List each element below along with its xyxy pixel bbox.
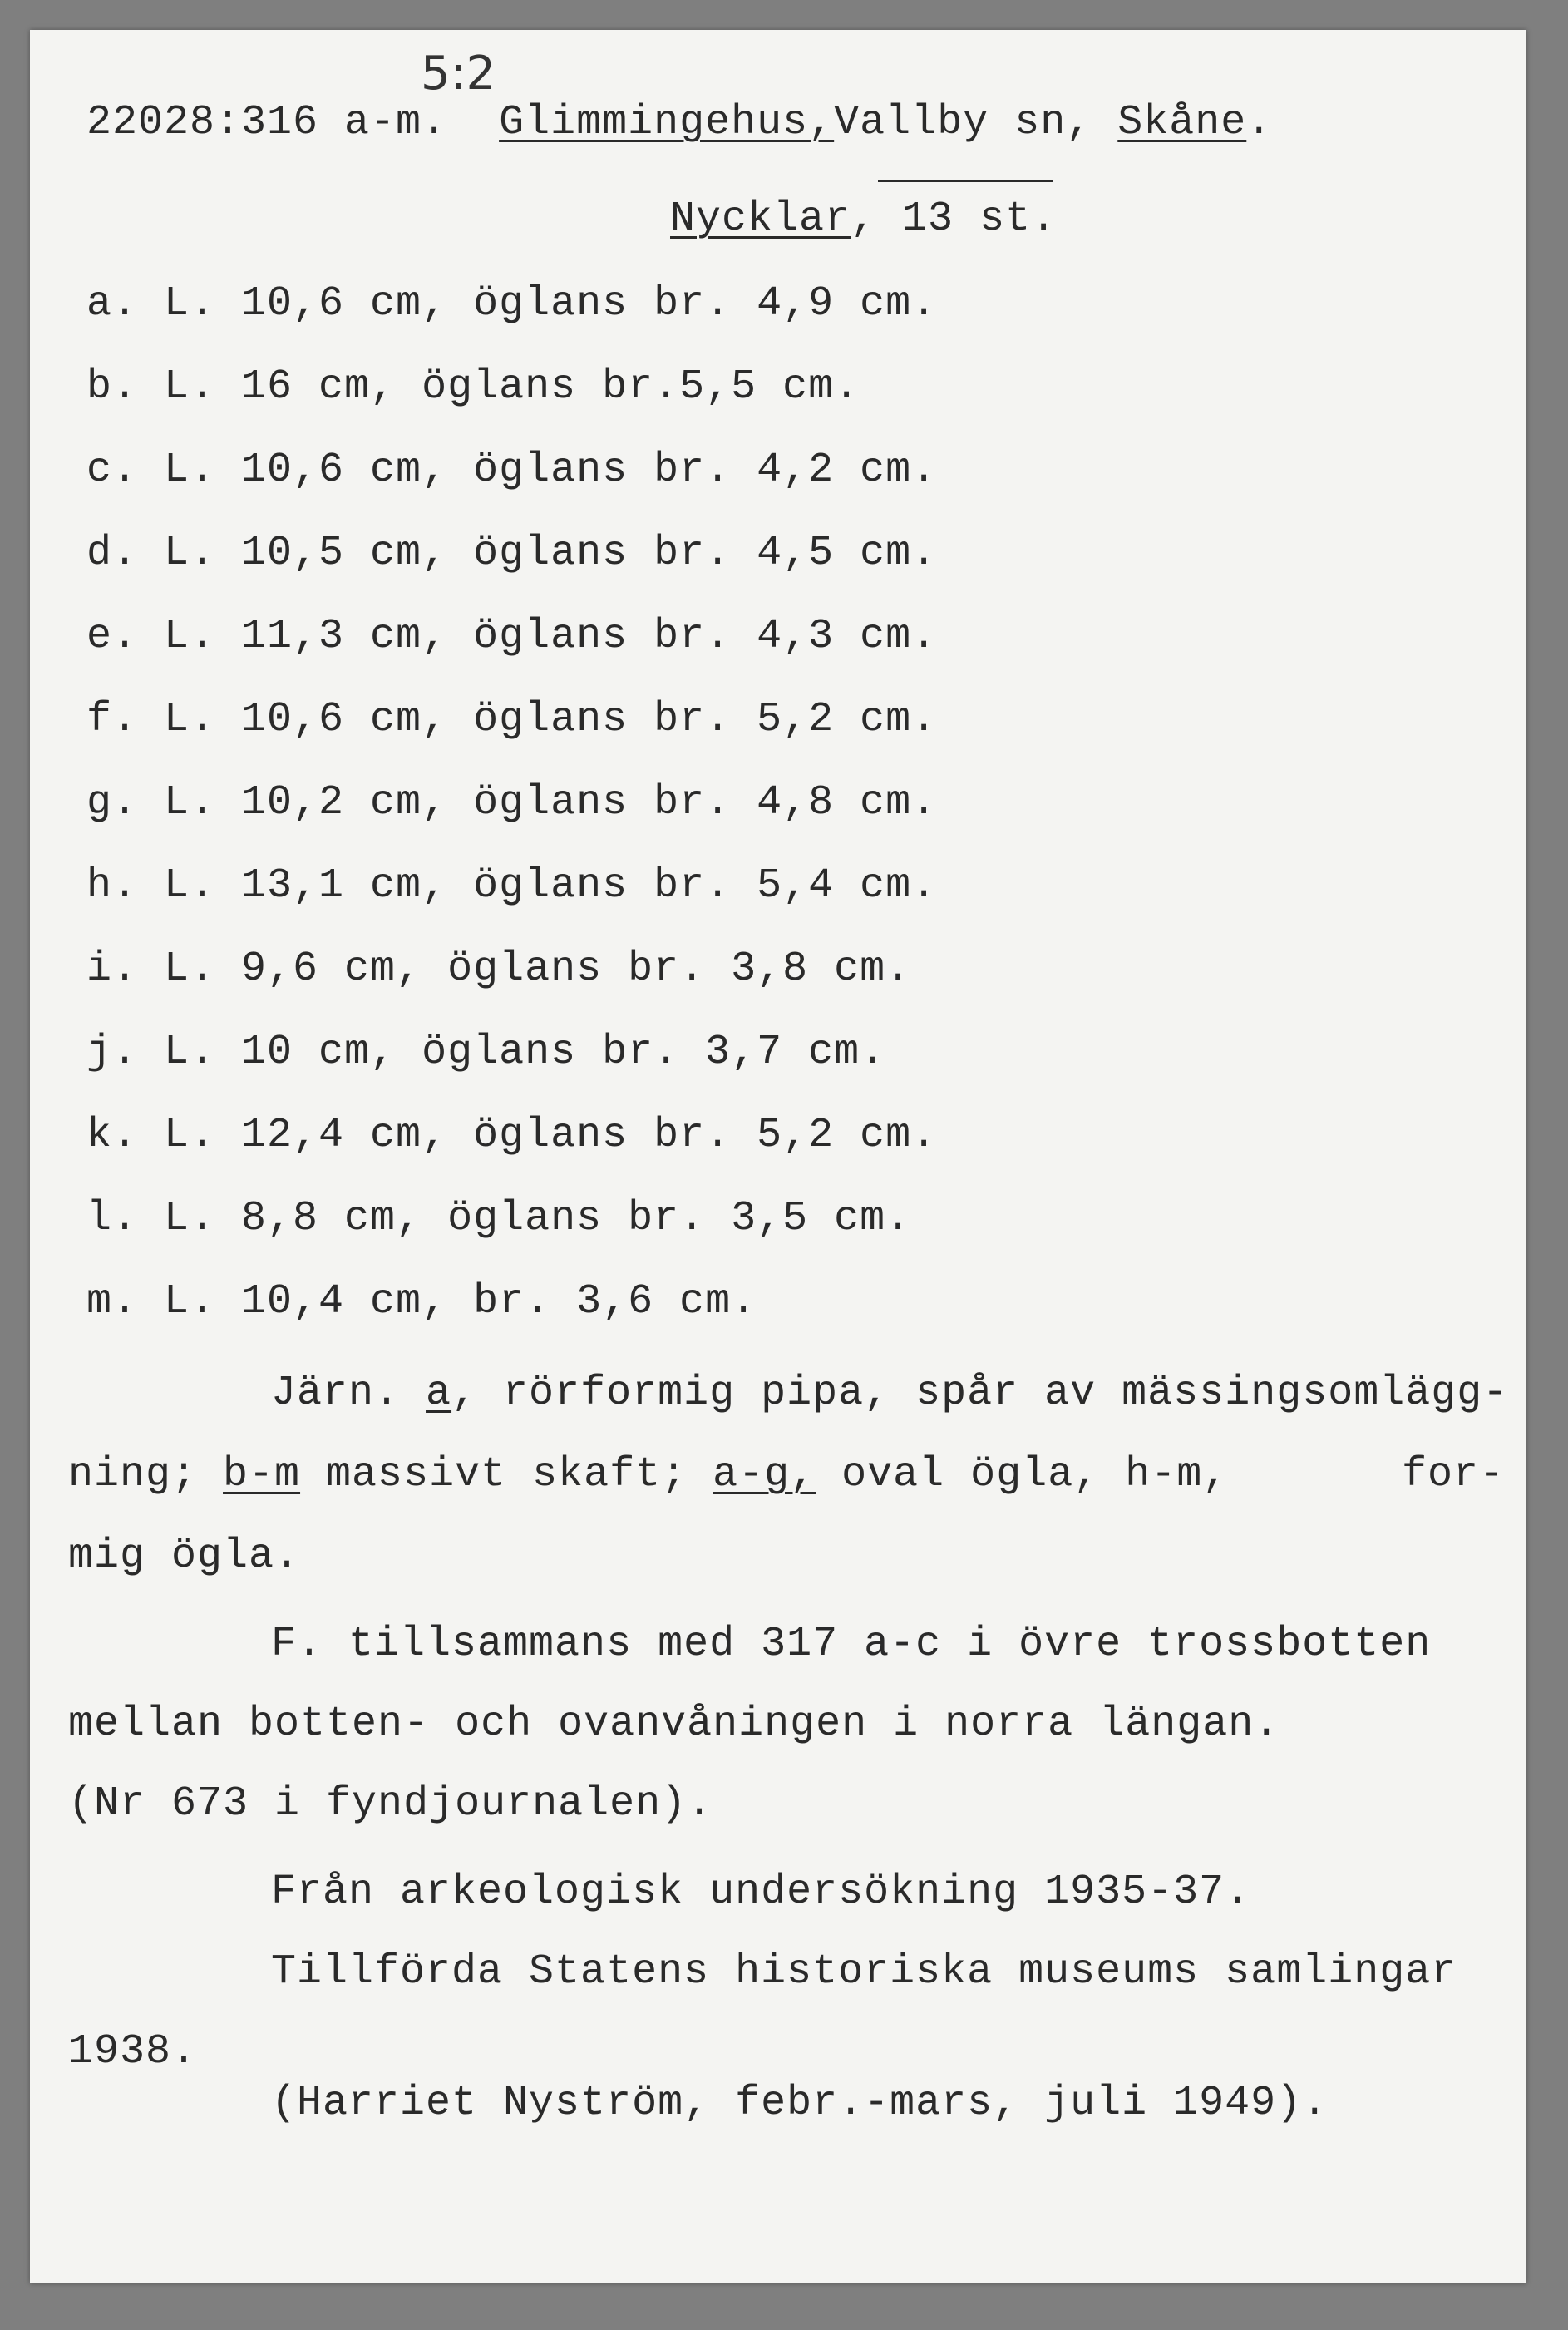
list-item: g. L. 10,2 cm, öglans br. 4,8 cm. [86, 779, 938, 827]
header-line: 22028:316 a-m. Glimmingehus,Vallby sn, Skåne. [86, 99, 1273, 146]
location-region: Skåne [1117, 99, 1247, 146]
find-line-2: mellan botten- och ovanvåningen i norra längan. [68, 1701, 1280, 1748]
find-line-3: (Nr 673 i fyndjournalen). [68, 1780, 713, 1828]
list-item: a. L. 10,6 cm, öglans br. 4,9 cm. [86, 280, 938, 328]
list-item: j. L. 10 cm, öglans br. 3,7 cm. [86, 1029, 886, 1076]
catalog-card [30, 30, 1526, 2283]
catalog-number: 22028:316 a-m. [86, 99, 448, 146]
list-item: i. L. 9,6 cm, öglans br. 3,8 cm. [86, 945, 912, 993]
description-line-2-end: for- [1402, 1451, 1506, 1498]
acquisition-line-2: 1938. [68, 2028, 198, 2076]
object-count: , 13 st. [851, 195, 1058, 243]
description-line-3: mig ögla. [68, 1533, 301, 1580]
parish-underline [878, 180, 1053, 182]
location-parish: Vallby sn, [834, 99, 1092, 146]
list-item: k. L. 12,4 cm, öglans br. 5,2 cm. [86, 1112, 938, 1159]
description-line-2: ning; b-m massivt skaft; a-g, oval ögla, h-m, [68, 1451, 1229, 1498]
list-item: f. L. 10,6 cm, öglans br. 5,2 cm. [86, 696, 938, 743]
description-line-1: Järn. a, rörformig pipa, spår av mässingsomlägg- [271, 1370, 1509, 1417]
excavation-line: Från arkeologisk undersökning 1935-37. [271, 1868, 1251, 1916]
location-place: Glimmingehus, [499, 99, 835, 146]
list-item: e. L. 11,3 cm, öglans br. 4,3 cm. [86, 613, 938, 660]
acquisition-line-1: Tillförda Statens historiska museums samlingar [271, 1948, 1457, 1996]
object-name: Nycklar [670, 195, 851, 243]
find-line-1: F. tillsammans med 317 a-c i övre trossbotten [271, 1621, 1432, 1668]
author-line: (Harriet Nyström, febr.-mars, juli 1949). [271, 2080, 1329, 2127]
object-line [670, 195, 1057, 244]
list-item: d. L. 10,5 cm, öglans br. 4,5 cm. [86, 530, 938, 577]
list-item: l. L. 8,8 cm, öglans br. 3,5 cm. [86, 1195, 912, 1242]
list-item: h. L. 13,1 cm, öglans br. 5,4 cm. [86, 862, 938, 910]
list-item: b. L. 16 cm, öglans br.5,5 cm. [86, 363, 860, 411]
list-item: c. L. 10,6 cm, öglans br. 4,2 cm. [86, 447, 938, 494]
handwritten-annotation: 5:2 [421, 47, 496, 101]
list-item: m. L. 10,4 cm, br. 3,6 cm. [86, 1278, 757, 1325]
